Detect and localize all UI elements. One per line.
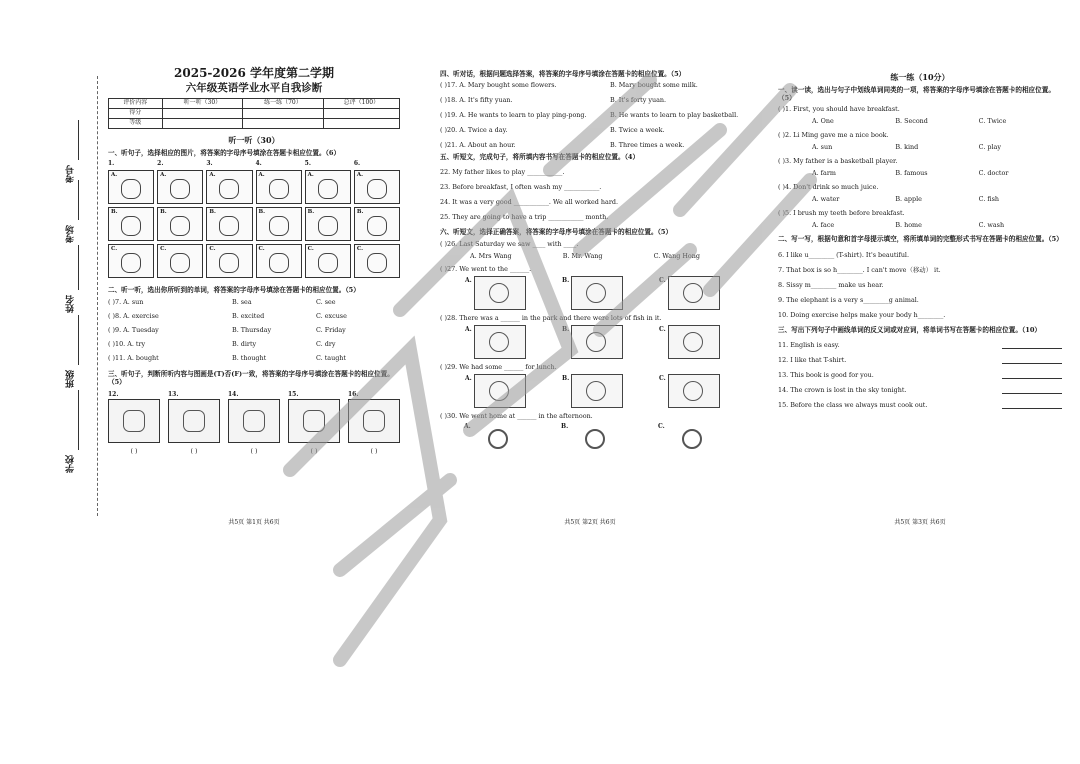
picture-option [108,399,160,443]
answer-parenthesis: ( ) [370,446,378,455]
choice-item: C. doctor [978,169,1009,178]
picture-option: B. [571,374,623,408]
item-number: 6. [353,159,361,167]
choice-item: ( )10. A. try [108,339,146,348]
item-number: 16. [348,391,359,399]
picture-option: B. [571,325,623,359]
true-false-pictures [108,390,400,455]
question-stem: ( )27. We went to the ______. [440,264,532,273]
choice-item: B. thought [232,353,267,362]
choice-item: B. It's forty yuan. [610,96,667,105]
choice-item: A. face [812,221,835,230]
picture-option: B. [571,276,623,310]
fill-blank-line: 9. The elephant is a very s________g animal. [778,295,919,304]
exam-page-2 [440,66,740,526]
page-footer: 共5页 第1页 共6页 [228,518,280,526]
question-instruction: 三、听句子，判断所听内容与图画是(T)否(F)一致，将答案的字母序号填涂在答题卡的相应位置。（5） [108,369,394,386]
score-cell [162,118,243,128]
score-cell [323,118,399,128]
choice-item: C. dry [316,339,336,348]
exam-subtitle: 六年级英语学业水平自我诊断 [185,81,323,94]
picture-option: A. [474,276,526,310]
question-instruction: 二、写一写，根据句意和首字母提示填空，将所填单词的完整形式书写在答题卡的相应位置。（5） [778,235,1063,244]
picture-option: B. [108,207,154,241]
choice-item: B. Mr. Wang [562,251,603,260]
picture-option: A. [206,170,252,204]
item-number: 5. [304,159,311,167]
choice-item: ( )8. A. exercise [108,311,159,320]
score-cell: 听一听（30） [162,98,243,108]
score-cell: 评价内容 [109,98,163,108]
binding-margin [60,120,90,490]
picture-option: A. [157,170,203,204]
picture-option: C. [157,244,203,278]
answer-parenthesis: ( ) [130,446,138,455]
question-stem: ( )29. We had some ______ for lunch. [440,362,557,371]
choice-item: C. taught [316,353,346,362]
choice-item: ( )9. A. Tuesday [108,325,159,334]
choice-item: C. Wang Hong [653,251,700,260]
picture-option: C. [305,244,351,278]
choice-item: B. dirty [232,339,257,348]
exam-year-title: 2025-2026 学年度第二学期 [174,66,334,80]
answer-parenthesis: ( ) [310,446,318,455]
choice-item: B. excited [232,311,265,320]
clock-icon: C. [668,423,720,457]
fill-blank-line: 22. My father likes to play ___________. [440,168,565,177]
clock-icon: A. [474,423,526,457]
item-number: 13. [168,391,179,399]
picture-option: A. [256,170,302,204]
question-instruction: 二、听一听，选出你所听到的单词，将答案的字母序号填涂在答题卡的相应位置。（5） [108,286,360,295]
question-instruction: 四、听对话，根据问题选择答案，将答案的字母序号填涂在答题卡的相应位置。（5） [440,70,686,78]
score-cell: 总评（100） [323,98,399,108]
item-number: 1. [108,159,115,167]
picture-choices [465,374,740,408]
exam-page-1 [108,66,400,526]
question-instruction: 六、听短文，选择正确答案，将答案的字母序号填涂在答题卡的相应位置。（5） [440,228,673,237]
choice-item: B. Mary bought some milk. [610,81,698,90]
class-label: 班级 [66,370,76,388]
question-stem: ( )4. Don't drink so much juice. [778,183,879,192]
choice-item: ( )21. A. About an hour. [440,141,516,150]
fill-blank-line: 15. Before the class we always must cook out. [778,400,928,409]
picture-choice-grid [108,160,400,279]
picture-option: C. [668,276,720,310]
choice-item: C. play [978,143,1001,152]
picture-option: B. [354,207,400,241]
choice-item: B. Second [895,117,928,126]
fill-line [78,120,79,160]
picture-option: A. [354,170,400,204]
question-stem: ( )1. First, you should have breakfast. [778,105,900,114]
choice-item: B. apple [895,195,922,204]
question-stem: ( )30. We went home at ______ in the afternoon. [440,411,593,420]
fill-line [78,390,79,450]
name-label: 姓名 [66,295,76,313]
fill-line [78,180,79,220]
picture-option: A. [474,374,526,408]
choice-item: C. fish [978,195,1000,204]
score-cell [323,108,399,118]
picture-option: C. [206,244,252,278]
picture-option: B. [305,207,351,241]
fill-blank-line: 12. I like that T-shirt. [778,355,847,364]
choice-item: ( )20. A. Twice a day. [440,126,508,135]
answer-parenthesis: ( ) [190,446,198,455]
question-instruction: 三、写出下列句子中画线单词的反义词或对应词，将单词书写在答题卡的相应位置。（10） [778,325,1042,334]
fill-blank-line: 6. I like u________ (T-shirt). It's beautiful. [778,250,910,259]
choice-item: A. One [812,117,834,126]
picture-option [348,399,400,443]
fill-line [78,315,79,365]
choice-item: B. kind [895,143,919,152]
picture-choices [465,325,740,359]
picture-option: C. [108,244,154,278]
section-heading: 听一听（30） [228,134,280,145]
picture-option: C. [354,244,400,278]
question-stem: ( )3. My father is a basketball player. [778,157,898,166]
exam-page-3 [778,66,1062,526]
word-choice-list [108,298,400,362]
score-cell: 练一练（70） [243,98,324,108]
fill-line [78,245,79,290]
choice-item: B. Twice a week. [610,126,665,135]
picture-choices [465,276,740,310]
question-instruction: 五、听短文，完成句子，将所填内容书写在答题卡的相应位置。（4） [440,153,640,162]
school-label: 学校 [66,455,76,473]
item-number: 15. [288,391,299,399]
picture-option: A. [474,325,526,359]
choice-item: B. Thursday [232,325,272,334]
picture-option [228,399,280,443]
choice-item: ( )17. A. Mary bought some flowers. [440,81,557,90]
picture-option [288,399,340,443]
fill-blank-line: 14. The crown is lost in the sky tonight. [778,385,907,394]
choice-item: A. Mrs Wang [470,251,512,260]
fill-blank-line: 23. Before breakfast, I often wash my ___________. [440,183,602,192]
picture-option: B. [206,207,252,241]
score-cell [243,108,324,118]
score-cell: 等级 [109,118,163,128]
item-number: 3. [206,159,213,167]
score-cell [162,108,243,118]
choice-item: C. wash [978,221,1005,230]
item-number: 12. [108,391,119,399]
item-number: 2. [157,159,164,167]
choice-item: B. He wants to learn to play basketball. [610,111,739,120]
dialog-choice-list [440,81,740,149]
clock-icon: B. [571,423,623,457]
item-number: 14. [228,391,239,399]
choice-item: C. Friday [316,325,346,334]
page-footer: 共5页 第3页 共6页 [894,518,946,526]
question-stem: ( )28. There was a ______ in the park and there were lots of fish in it. [440,313,662,322]
choice-item: ( )18. A. It's fifty yuan. [440,96,513,105]
fill-blank-line: 24. It was a very good ___________. We all worked hard. [440,198,619,207]
choice-item: C. Twice [978,117,1007,126]
picture-option: C. [668,374,720,408]
fill-blank-line: 8. Sissy m________ make us hear. [778,280,884,289]
picture-option [168,399,220,443]
section-heading: 练一练（10分） [890,72,950,82]
question-stem: ( )26. Last Saturday we saw ____ with ____. [440,239,579,248]
fill-blank-line: 10. Doing exercise helps make your body h________. [778,310,946,319]
binding-dashed-line [97,76,98,516]
fill-blank-line: 25. They are going to have a trip ___________ month. [440,213,609,222]
fill-blank-line: 7. That box is so h________. I can't move（移动） it. [778,265,941,274]
page-footer: 共5页 第2页 共6页 [564,518,616,526]
choice-item: B. famous [895,169,928,178]
choice-item: C. excuse [316,311,347,320]
choice-item: B. sea [232,297,252,306]
picture-option: A. [108,170,154,204]
question-stem: ( )2. Li Ming gave me a nice book. [778,131,889,140]
answer-parenthesis: ( ) [250,446,258,455]
picture-option: A. [305,170,351,204]
clock-choices [464,422,740,457]
question-instruction: 一、读一读，选出与句子中划线单词同类的一项，将答案的字母序号填涂在答题卡的相应位置。（5） [778,86,1055,103]
question-stem: ( )5. I brush my teeth before breakfast. [778,209,905,218]
exam-number-label: 考号 [66,165,76,183]
picture-option: C. [668,325,720,359]
choice-item: A. farm [812,169,836,178]
choice-item: B. Three times a week. [610,141,685,150]
question-instruction: 一、听句子，选择相应的图片，将答案的字母序号填涂在答题卡相应位置。（6） [108,148,341,157]
picture-option: B. [157,207,203,241]
item-number: 4. [255,159,262,167]
score-table [108,98,400,129]
score-cell: 得分 [109,108,163,118]
score-cell [243,118,324,128]
choice-item: ( )19. A. He wants to learn to play ping-pong. [440,111,587,120]
choice-item: ( )7. A. sun [108,297,144,306]
choice-item: B. home [895,221,922,230]
choice-item: C. see [316,297,336,306]
choice-item: A. water [812,195,840,204]
picture-option: C. [256,244,302,278]
fill-blank-line: 13. This book is good for you. [778,370,874,379]
picture-option: B. [256,207,302,241]
fill-blank-line: 11. English is easy. [778,340,840,349]
choice-item: A. sun [812,143,833,152]
exam-room-label: 考场 [66,225,76,243]
choice-item: ( )11. A. bought [108,353,159,362]
